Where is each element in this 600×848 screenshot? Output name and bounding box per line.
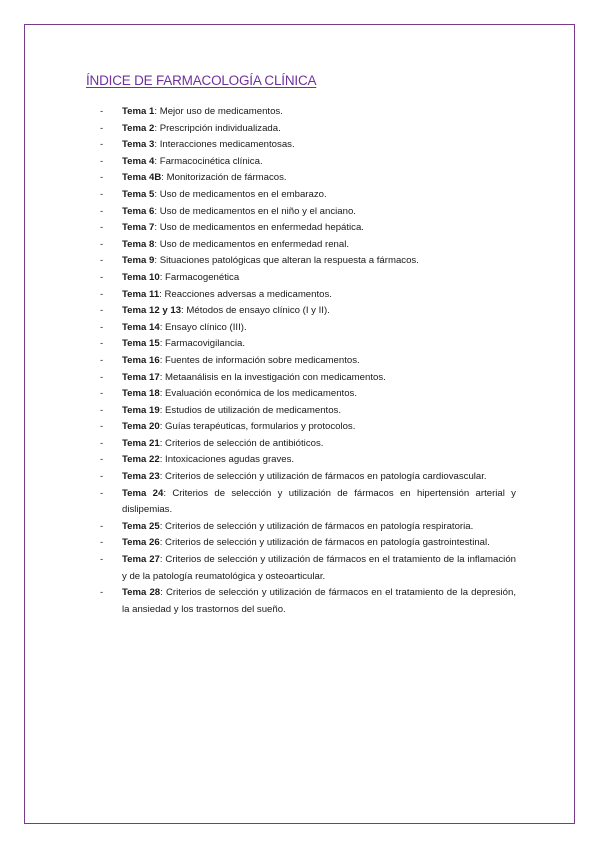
tema-separator: : [154,205,160,217]
tema-label: Tema 16 [122,354,160,366]
tema-label: Tema 1 [122,106,155,117]
index-item [100,253,516,270]
tema-label: Tema 19 [122,404,160,416]
list-dash: - [100,205,104,217]
tema-label: Tema 26 [122,537,160,549]
list-dash: - [100,487,104,499]
tema-description: Estudios de utilización de medicamentos. [165,404,342,416]
index-item [100,386,516,403]
list-dash: - [100,321,104,333]
tema-description: Reacciones adversas a medicamentos. [164,288,332,300]
tema-label: Tema 2 [122,122,155,134]
tema-separator: : [181,305,187,317]
tema-separator: : [154,139,160,151]
list-dash: - [100,520,104,532]
tema-label: Tema 8 [122,238,155,250]
index-item [100,170,516,187]
index-list [100,104,516,618]
tema-description: Farmacogenética [165,271,240,283]
tema-separator: : [159,437,166,449]
list-dash: - [100,222,104,234]
tema-description: Fuentes de información sobre medicamentos. [165,354,360,366]
tema-description: Intoxicaciones agudas graves. [165,454,295,466]
tema-separator: : [159,354,166,366]
list-dash: - [100,255,104,267]
index-item [100,469,516,486]
tema-separator: : [154,238,160,250]
tema-separator: : [159,471,166,483]
tema-separator: : [160,587,166,599]
tema-label: Tema 21 [122,437,160,449]
list-dash: - [100,537,104,549]
tema-description: Uso de medicamentos en el embarazo. [159,188,327,200]
index-item [100,370,516,387]
tema-description: Farmacovigilancia. [165,338,246,350]
index-item [100,519,516,536]
index-item [100,535,516,552]
tema-description: Criterios de selección y utilización de fármacos en patología respiratoria. [165,520,474,532]
index-item [100,336,516,353]
index-item [100,270,516,287]
index-item [100,403,516,420]
tema-label: Tema 10 [122,271,160,283]
tema-separator: : [161,172,167,184]
tema-separator: : [159,404,166,416]
tema-label: Tema 3 [122,139,155,151]
tema-separator: : [159,371,166,383]
index-item [100,436,516,453]
index-item [100,552,516,585]
list-dash: - [100,471,104,483]
index-item [100,154,516,171]
list-dash: - [100,437,104,449]
index-item [100,486,516,519]
tema-label: Tema 15 [122,338,160,350]
tema-description: Criterios de selección y utilización de fármacos en el tratamiento de la depresión, la ansiedad y los trastornos del sueño. [122,587,516,615]
tema-separator: : [159,288,165,300]
tema-description: Criterios de selección de antibióticos. [165,437,324,449]
tema-description: Mejor uso de medicamentos. [159,106,283,117]
page-title: ÍNDICE DE FARMACOLOGÍA CLÍNICA [86,73,317,88]
tema-separator: : [154,155,160,167]
tema-description: Farmacocinética clínica. [159,155,263,167]
list-dash: - [100,421,104,433]
tema-description: Interacciones medicamentosas. [159,139,295,151]
index-item [100,452,516,469]
tema-description: Criterios de selección y utilización de fármacos en el tratamiento de la inflamación y de la patología reumatológica y osteoarticular. [122,554,516,582]
tema-separator: : [159,388,166,400]
tema-label: Tema 9 [122,255,155,267]
index-item [100,353,516,370]
index-item [100,220,516,237]
list-dash: - [100,587,104,599]
tema-separator: : [154,122,160,134]
index-item [100,137,516,154]
list-dash: - [100,122,104,134]
tema-separator: : [159,421,166,433]
index-item [100,237,516,254]
list-dash: - [100,288,104,300]
list-dash: - [100,155,104,167]
tema-description: Criterios de selección y utilización de fármacos en hipertensión arterial y dislipemias. [122,487,516,516]
list-dash: - [100,371,104,383]
tema-separator: : [159,321,166,333]
tema-label: Tema 4 [122,155,155,167]
list-dash: - [100,139,104,151]
index-item [100,585,516,618]
tema-label: Tema 28 [122,587,161,599]
list-dash: - [100,354,104,366]
tema-separator: : [159,520,166,532]
index-item [100,320,516,337]
tema-description: Evaluación económica de los medicamentos. [165,388,358,400]
tema-label: Tema 12 y 13 [122,305,182,317]
tema-separator: : [163,487,173,499]
tema-label: Tema 23 [122,471,160,483]
tema-separator: : [154,222,160,234]
list-dash: - [100,238,104,250]
index-item [100,204,516,221]
tema-description: Situaciones patológicas que alteran la respuesta a fármacos. [159,255,419,267]
tema-label: Tema 5 [122,188,155,200]
list-dash: - [100,454,104,466]
tema-separator: : [159,454,166,466]
tema-label: Tema 27 [122,554,160,566]
tema-description: Criterios de selección y utilización de fármacos en patología cardiovascular. [165,471,487,483]
tema-label: Tema 17 [122,371,160,383]
list-dash: - [100,404,104,416]
list-dash: - [100,188,104,200]
tema-description: Criterios de selección y utilización de fármacos en patología gastrointestinal. [165,537,490,549]
index-item [100,121,516,138]
tema-label: Tema 22 [122,454,160,466]
list-dash: - [100,388,104,400]
tema-description: Uso de medicamentos en enfermedad renal. [159,238,350,250]
tema-label: Tema 4B [122,172,162,184]
index-item [100,104,516,121]
tema-label: Tema 18 [122,388,160,400]
list-dash: - [100,172,104,184]
tema-separator: : [159,554,166,566]
tema-description: Uso de medicamentos en enfermedad hepática. [159,222,364,234]
tema-separator: : [159,537,166,549]
tema-description: Ensayo clínico (III). [165,321,247,333]
tema-separator: : [154,188,160,200]
tema-description: Prescripción individualizada. [159,122,281,134]
tema-description: Métodos de ensayo clínico (I y II). [186,305,330,317]
tema-label: Tema 14 [122,321,160,333]
list-dash: - [100,554,104,566]
tema-label: Tema 11 [122,288,160,300]
tema-description: Metaanálisis en la investigación con medicamentos. [165,371,386,383]
tema-label: Tema 6 [122,205,155,217]
index-item [100,419,516,436]
tema-separator: : [154,255,160,267]
tema-label: Tema 25 [122,520,160,532]
tema-separator: : [159,271,166,283]
tema-description: Uso de medicamentos en el niño y el anciano. [159,205,356,217]
list-dash: - [100,271,104,283]
tema-description: Guías terapéuticas, formularios y protocolos. [165,421,356,433]
tema-label: Tema 7 [122,222,155,234]
index-item [100,287,516,304]
tema-label: Tema 24 [122,487,164,499]
tema-label: Tema 20 [122,421,160,433]
index-item [100,303,516,320]
list-dash: - [100,305,104,317]
tema-separator: : [159,338,166,350]
tema-separator: : [154,106,160,117]
tema-description: Monitorización de fármacos. [166,172,287,184]
list-dash: - [100,106,104,117]
list-dash: - [100,338,104,350]
index-item [100,187,516,204]
